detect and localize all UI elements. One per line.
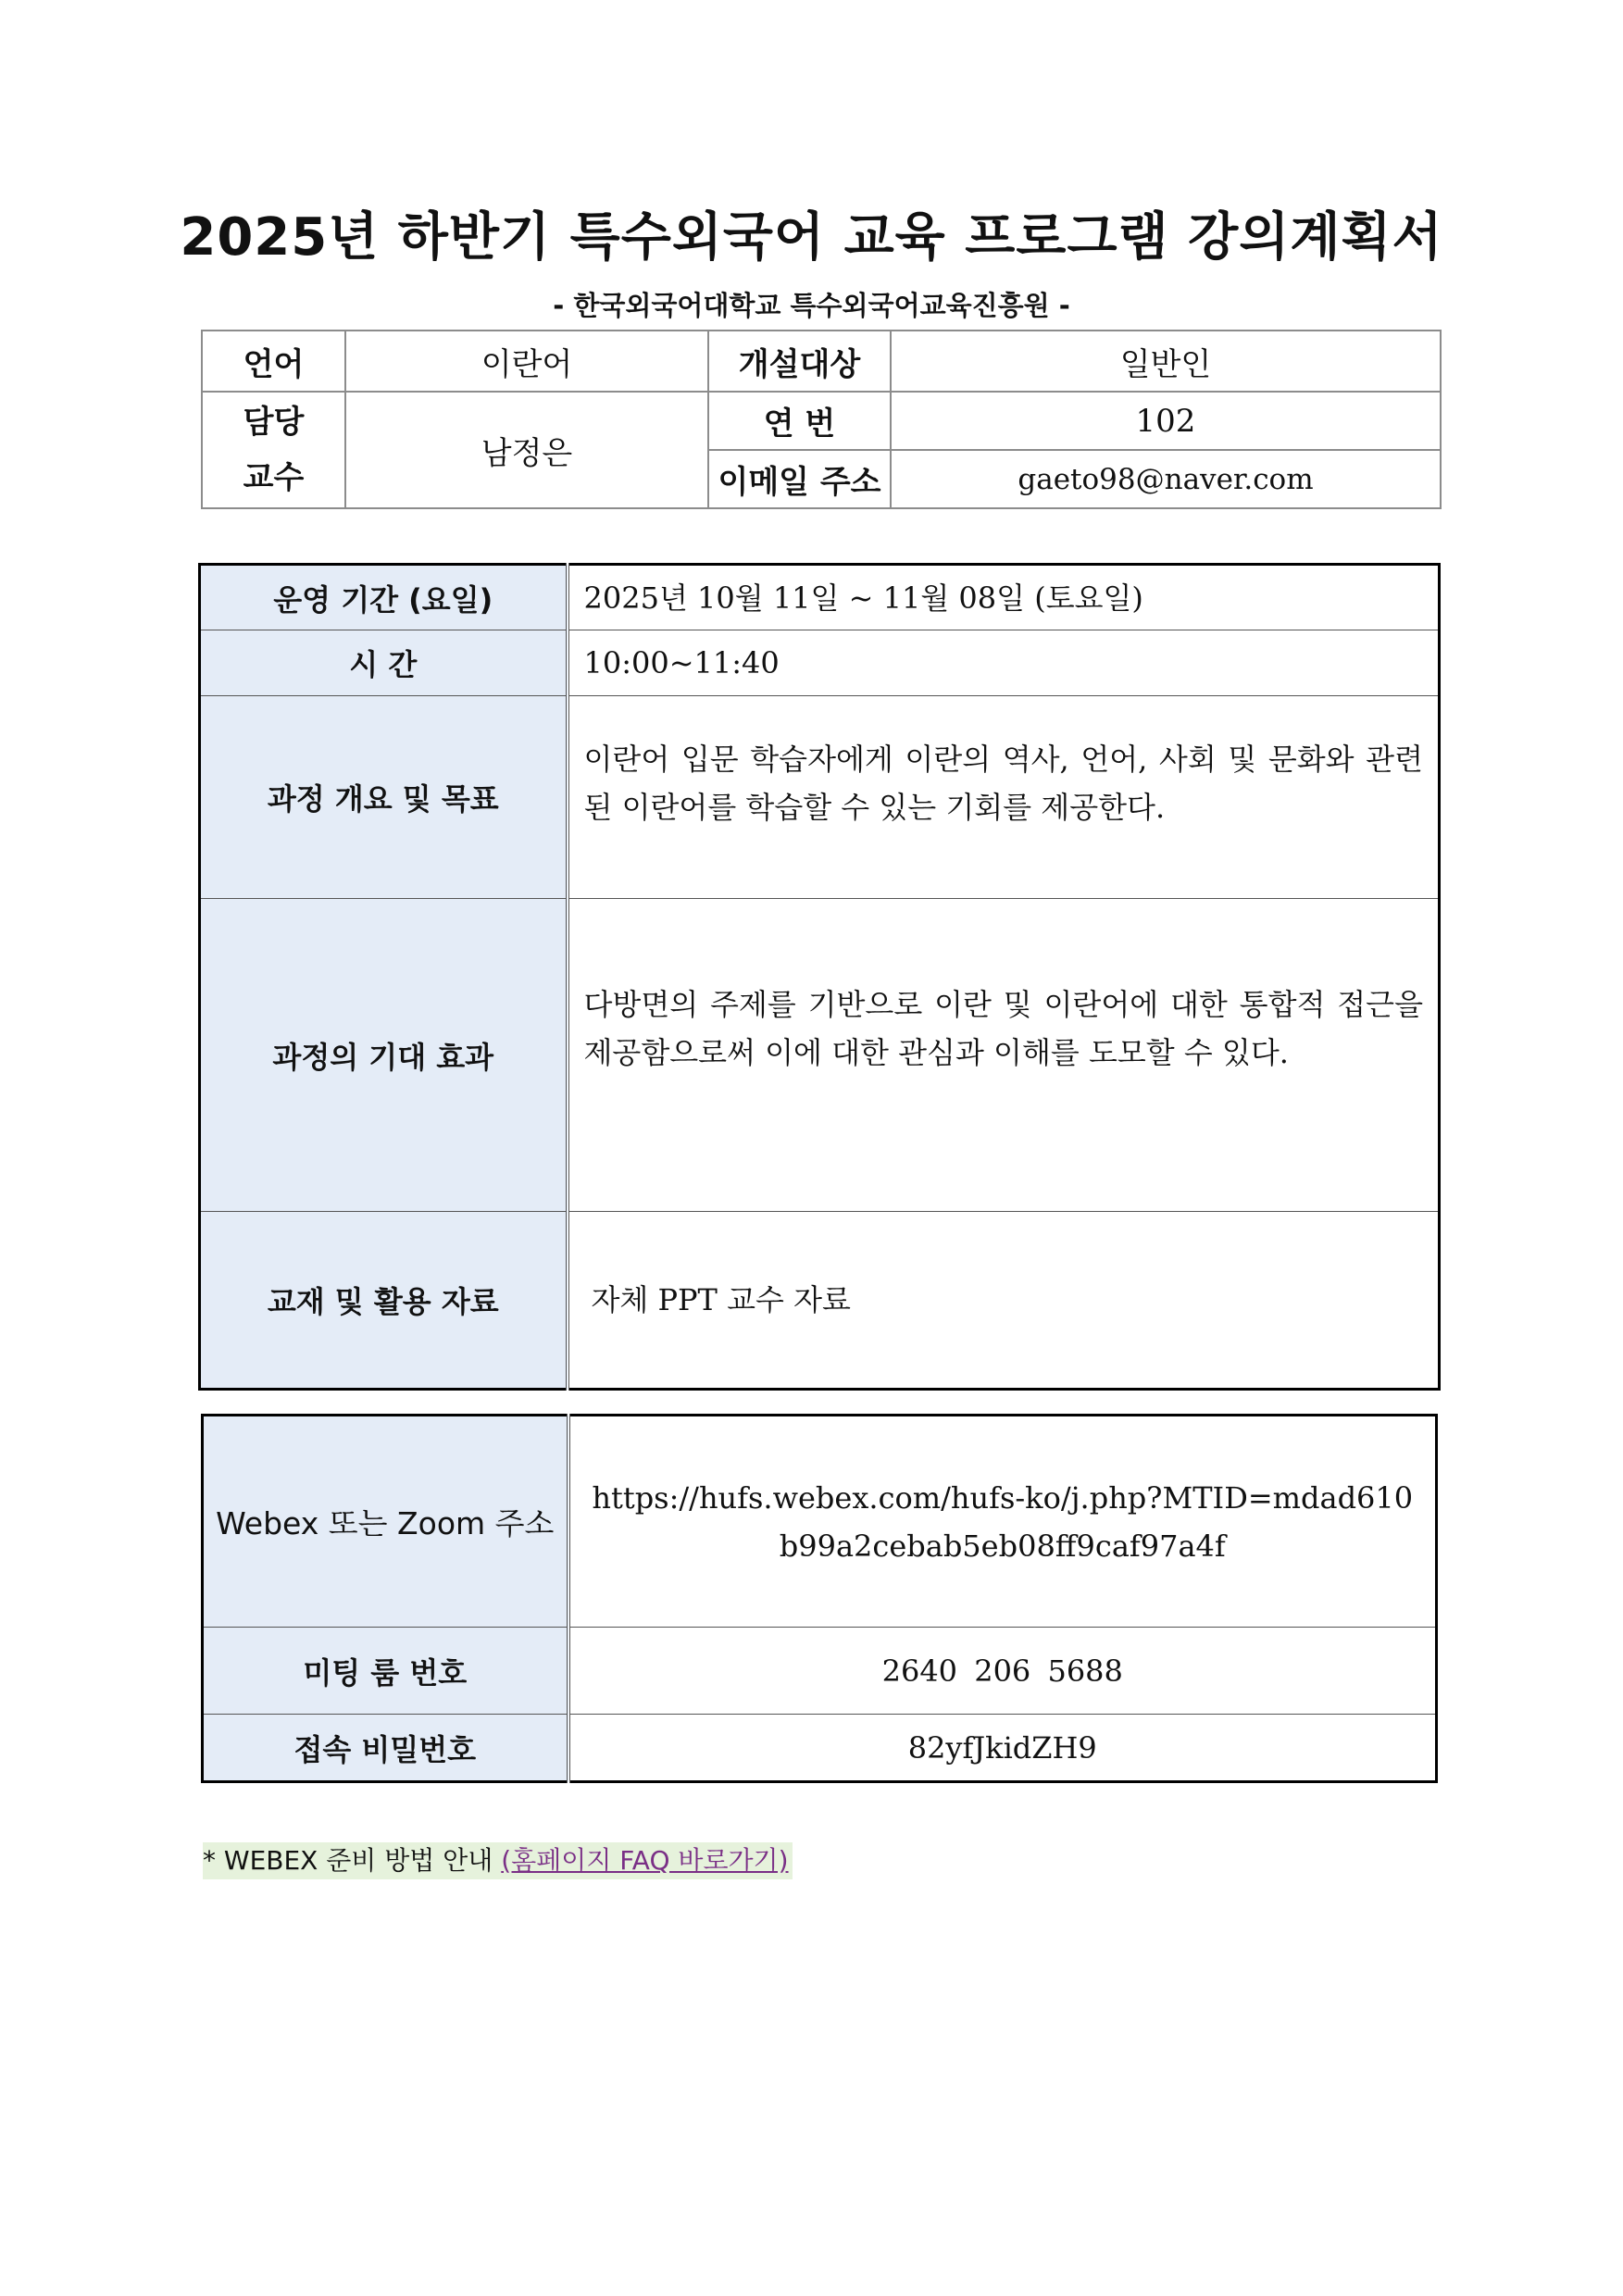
- effect-value: 다방면의 주제를 기반으로 이란 및 이란어에 대한 통합적 접근을 제공함으로써 이에 대한 관심과 이해를 도모할 수 있다.: [568, 899, 1440, 1212]
- time-label: 시 간: [200, 630, 568, 696]
- overview-label: 과정 개요 및 목표: [200, 696, 568, 899]
- period-label: 운영 기간 (요일): [200, 565, 568, 630]
- target-label: 개설대상: [708, 331, 891, 392]
- password-value: 82yfJkidZH9: [568, 1715, 1437, 1782]
- email-label: 이메일 주소: [708, 450, 891, 508]
- year-value: 102: [891, 392, 1441, 450]
- password-label: 접속 비밀번호: [203, 1715, 568, 1782]
- materials-value: 자체 PPT 교수 자료: [568, 1212, 1440, 1390]
- professor-label-line2: 교수: [243, 459, 305, 496]
- time-value: 10:00~11:40: [568, 630, 1440, 696]
- language-label: 언어: [202, 331, 345, 392]
- email-value: gaeto98@naver.com: [891, 450, 1441, 508]
- overview-value: 이란어 입문 학습자에게 이란의 역사, 언어, 사회 및 문화와 관련된 이란어를 학습할 수 있는 기회를 제공한다.: [568, 696, 1440, 899]
- info-table: [201, 330, 1442, 509]
- note-text: * WEBEX 준비 방법 안내: [203, 1845, 502, 1876]
- effect-label: 과정의 기대 효과: [200, 899, 568, 1212]
- page-title: 2025년 하반기 특수외국어 교육 프로그램 강의계획서: [180, 207, 1443, 268]
- language-value: 이란어: [345, 331, 708, 392]
- target-value: 일반인: [891, 331, 1441, 392]
- page-subtitle: - 한국외국어대학교 특수외국어교육진흥원 -: [553, 290, 1070, 321]
- meeting-table: [201, 1414, 1438, 1783]
- professor-label: [202, 392, 345, 508]
- meeting-url[interactable]: https://hufs.webex.com/hufs-ko/j.php?MTID=mdad610b99a2cebab5eb08ff9caf97a4f: [568, 1416, 1437, 1628]
- faq-link[interactable]: (홈페이지 FAQ 바로가기): [501, 1845, 789, 1876]
- room-label: 미팅 룸 번호: [203, 1628, 568, 1715]
- room-value: 2640 206 5688: [568, 1628, 1437, 1715]
- address-label: Webex 또는 Zoom 주소: [203, 1416, 568, 1628]
- year-label: 연 번: [708, 392, 891, 450]
- professor-label-line1: 담당: [243, 404, 305, 441]
- webex-guide-note: [203, 1842, 793, 1879]
- materials-label: 교재 및 활용 자료: [200, 1212, 568, 1390]
- professor-value: 남정은: [345, 392, 708, 508]
- course-table: [198, 563, 1441, 1391]
- period-value: 2025년 10월 11일 ~ 11월 08일 (토요일): [568, 565, 1440, 630]
